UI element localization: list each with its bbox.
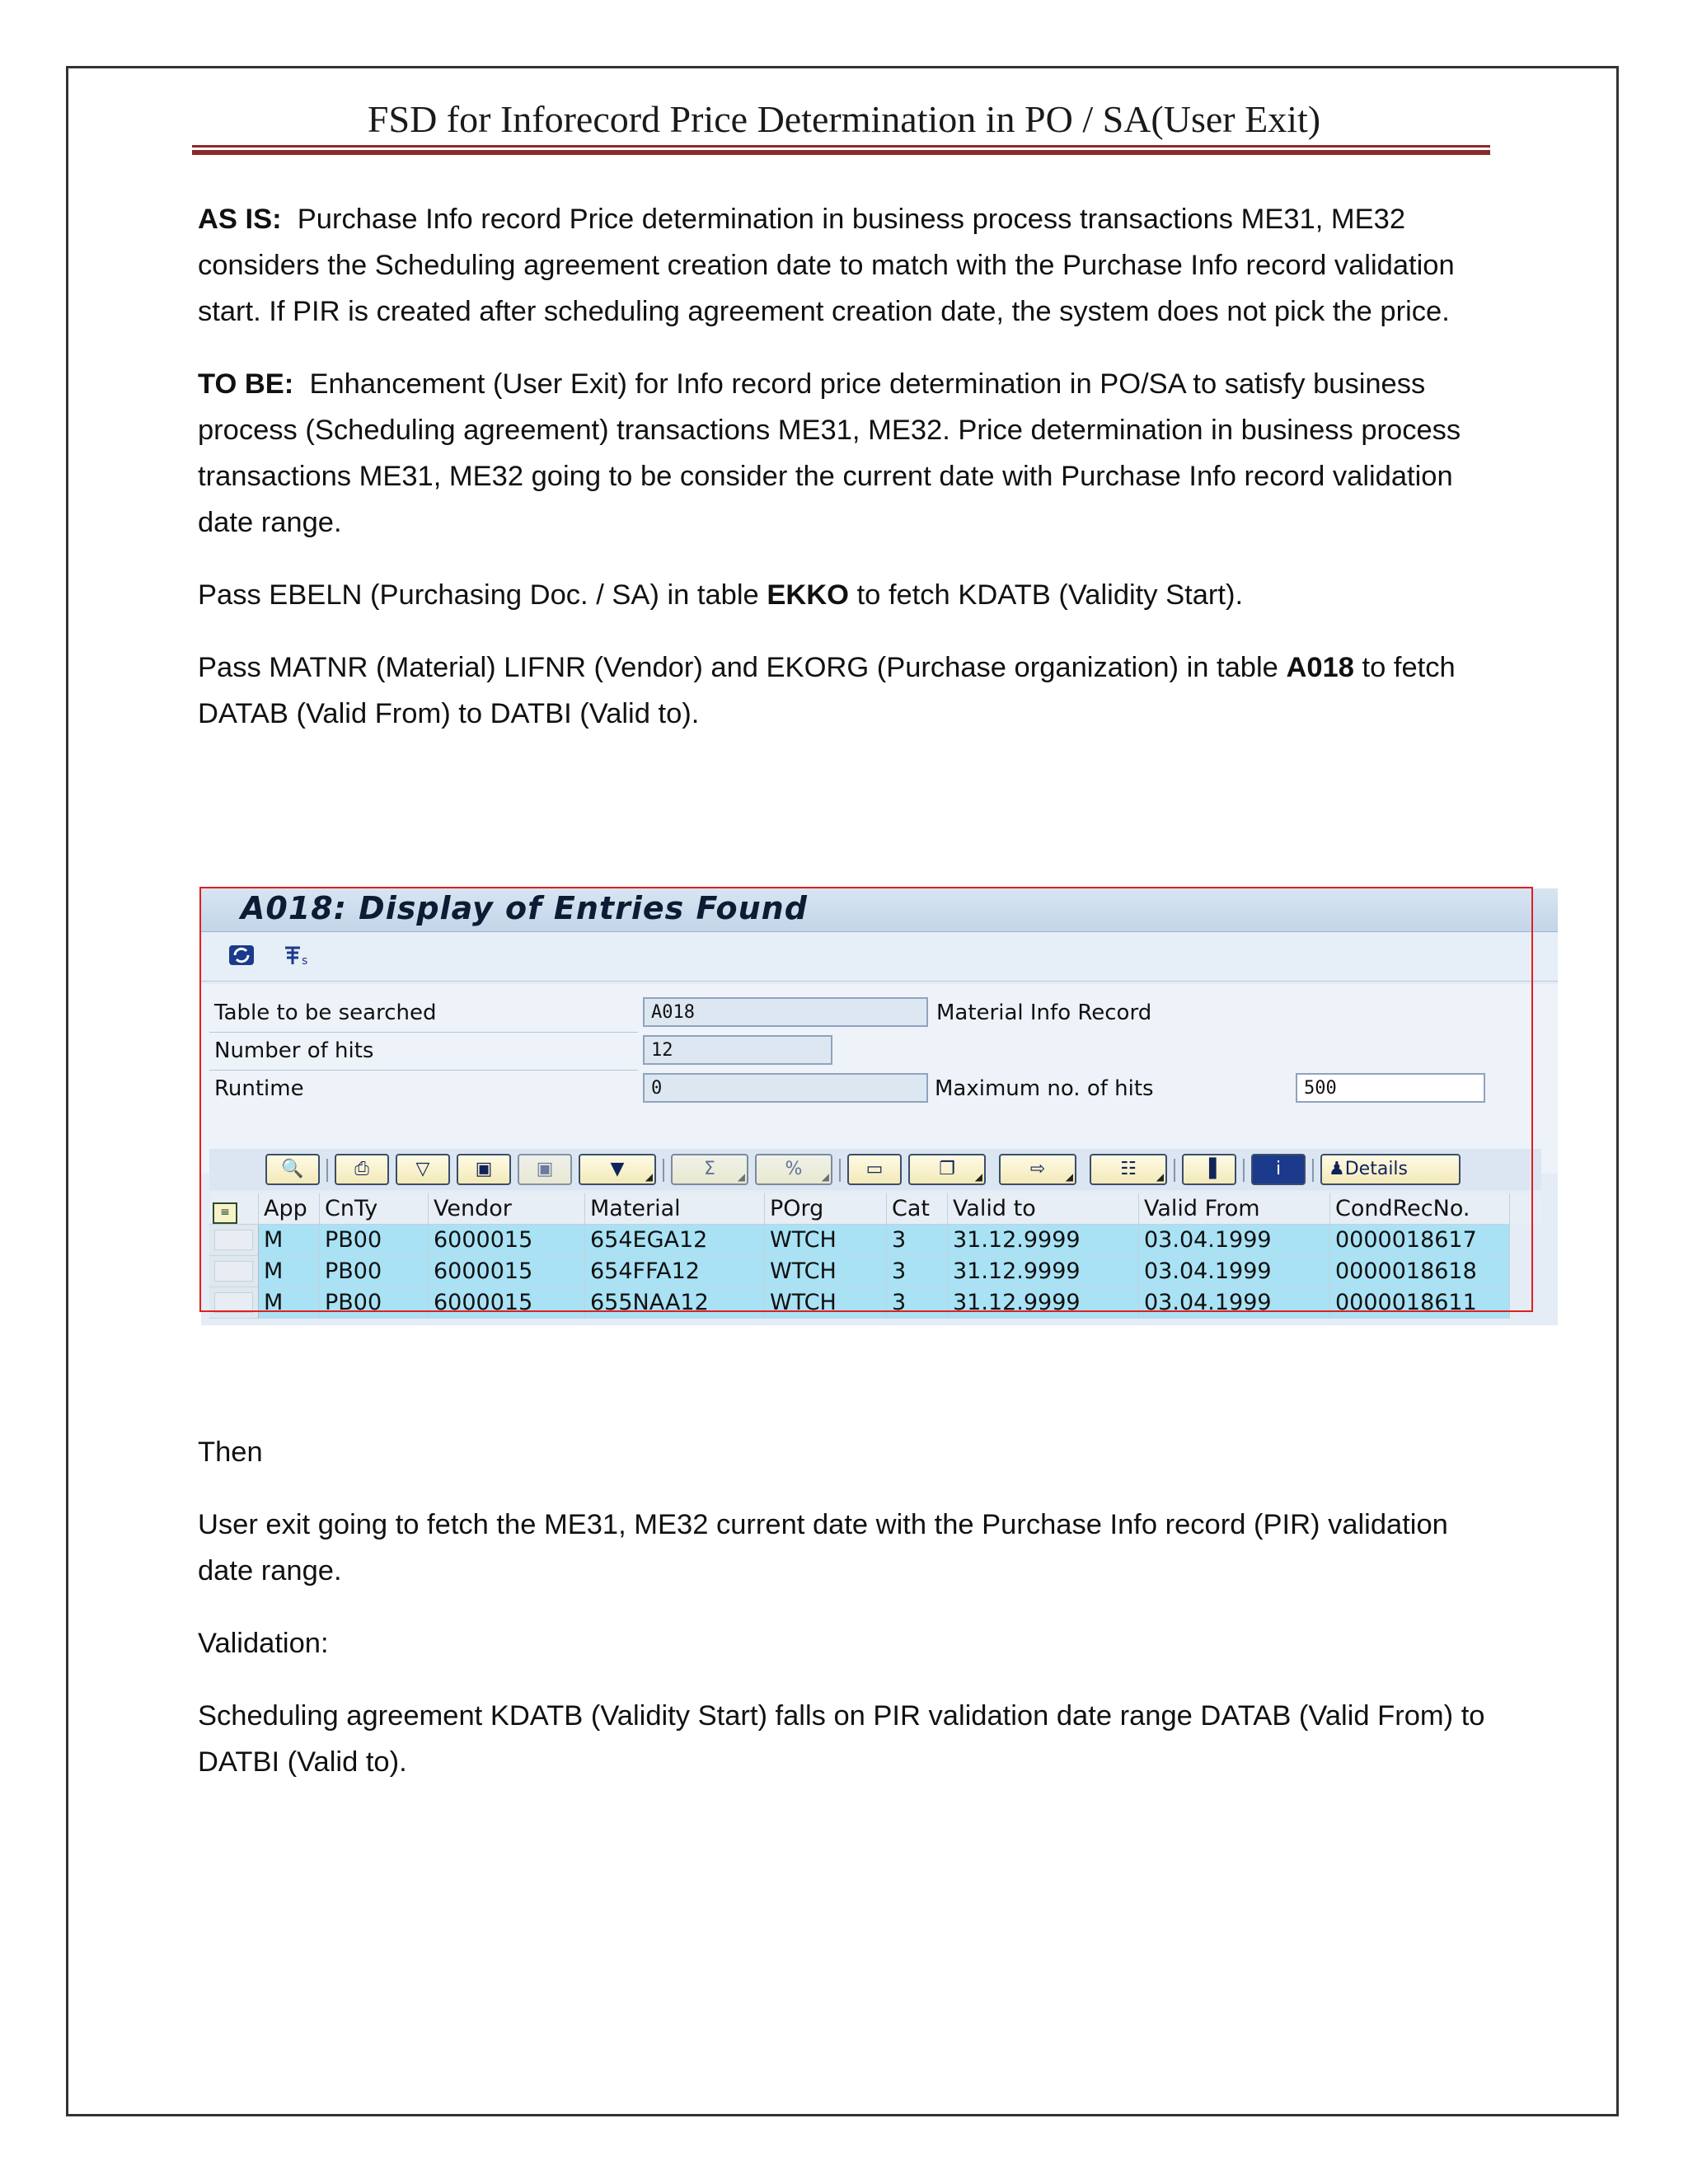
table-cell: 0000018611 xyxy=(1330,1287,1510,1319)
table-cell: 3 xyxy=(887,1256,948,1287)
table-cell: 03.04.1999 xyxy=(1139,1225,1330,1256)
local-file-icon[interactable]: ⇨ ◢ xyxy=(999,1154,1076,1185)
document-body xyxy=(198,196,1492,763)
ekko-text-1: Pass EBELN (Purchasing Doc. / SA) in table xyxy=(198,579,767,611)
column-header[interactable]: CondRecNo. xyxy=(1330,1193,1510,1225)
print-icon[interactable]: ⎙ xyxy=(335,1154,389,1185)
table-cell: 654EGA12 xyxy=(585,1225,765,1256)
table-cell: M xyxy=(259,1225,320,1256)
table-cell: 3 xyxy=(887,1225,948,1256)
svg-text:s: s xyxy=(302,954,308,968)
number-of-hits-field[interactable]: 12 xyxy=(643,1035,832,1065)
table-cell: PB00 xyxy=(320,1256,429,1287)
table-searched-field[interactable]: A018 xyxy=(643,997,928,1027)
table-cell: 654FFA12 xyxy=(585,1256,765,1287)
table-cell: M xyxy=(259,1287,320,1319)
table-cell: 31.12.9999 xyxy=(948,1287,1139,1319)
user-exit-paragraph: User exit going to fetch the ME31, ME32 current date with the Purchase Info record (PIR) validation date range. xyxy=(198,1509,1448,1586)
as-is-label: AS IS: xyxy=(198,204,282,235)
table-cell: 6000015 xyxy=(429,1256,585,1287)
table-cell: 3 xyxy=(887,1287,948,1319)
ekko-paragraph xyxy=(198,572,1492,618)
validation-paragraph: Scheduling agreement KDATB (Validity Start) falls on PIR validation date range DATAB (Valid From) to DATBI (Valid to). xyxy=(198,1700,1485,1778)
column-header[interactable]: Material xyxy=(585,1193,765,1225)
table-cell: 03.04.1999 xyxy=(1139,1256,1330,1287)
detail-icon[interactable]: 🔍 xyxy=(265,1154,320,1185)
table-cell: WTCH xyxy=(765,1287,887,1319)
table-cell: WTCH xyxy=(765,1225,887,1256)
table-cell: PB00 xyxy=(320,1287,429,1319)
find-next-icon[interactable]: ▣ xyxy=(518,1154,572,1185)
highlight-frame xyxy=(199,887,1533,1312)
column-header[interactable]: Valid to xyxy=(948,1193,1139,1225)
table-cell: PB00 xyxy=(320,1225,429,1256)
sap-screen-title: A018: Display of Entries Found xyxy=(241,890,808,926)
table-cell: 0000018618 xyxy=(1330,1256,1510,1287)
table-cell: 6000015 xyxy=(429,1225,585,1256)
document-body-lower xyxy=(198,1429,1492,1811)
graphic-icon[interactable]: ▐ xyxy=(1182,1154,1236,1185)
export-icon[interactable]: ❐ ◢ xyxy=(908,1154,986,1185)
table-cell: 03.04.1999 xyxy=(1139,1287,1330,1319)
sum-icon[interactable]: Σ ◢ xyxy=(671,1154,748,1185)
column-header[interactable]: CnTy xyxy=(320,1193,429,1225)
title-rule-thin xyxy=(192,145,1490,148)
subtotal-icon[interactable]: % ◢ xyxy=(755,1154,832,1185)
table-searched-label: Table to be searched xyxy=(214,1001,437,1025)
max-hits-field[interactable]: 500 xyxy=(1296,1073,1485,1103)
filter-icon[interactable]: ▽ xyxy=(396,1154,450,1185)
details-icon: ♟ xyxy=(1329,1159,1345,1179)
document-title: FSD for Inforecord Price Determination in PO / SA(User Exit) xyxy=(367,98,1321,140)
validation-label: Validation: xyxy=(198,1628,329,1659)
ekko-text-2: to fetch KDATB (Validity Start). xyxy=(849,579,1244,611)
number-of-hits-label: Number of hits xyxy=(214,1038,374,1063)
column-header[interactable]: App xyxy=(259,1193,320,1225)
as-is-text: Purchase Info record Price determination in business process transactions ME31, ME32 considers the Scheduling agreement creation date to match with the Purchase Info record validation start. If PIR is created after scheduling agreement creation date, the system does not pick the price. xyxy=(198,204,1455,327)
table-cell: 31.12.9999 xyxy=(948,1225,1139,1256)
ekko-table-name: EKKO xyxy=(767,579,849,611)
details-label: Details xyxy=(1344,1159,1409,1179)
to-be-paragraph xyxy=(198,361,1492,546)
set-filter-icon[interactable]: ▼ ◢ xyxy=(579,1154,656,1185)
table-cell: 6000015 xyxy=(429,1287,585,1319)
as-is-paragraph xyxy=(198,196,1492,335)
layout-icon[interactable]: ☷ ◢ xyxy=(1090,1154,1167,1185)
max-hits-label: Maximum no. of hits xyxy=(935,1076,1154,1101)
information-icon[interactable]: i xyxy=(1251,1154,1306,1185)
title-underline xyxy=(192,145,1490,155)
print-preview-icon[interactable]: ▭ xyxy=(847,1154,902,1185)
a018-paragraph xyxy=(198,644,1492,737)
column-header[interactable]: Valid From xyxy=(1139,1193,1330,1225)
column-header[interactable]: Cat xyxy=(887,1193,948,1225)
find-icon[interactable]: ▣ xyxy=(457,1154,511,1185)
to-be-label: TO BE: xyxy=(198,368,294,400)
select-all-icon: ≡ xyxy=(213,1202,237,1224)
table-cell: M xyxy=(259,1256,320,1287)
table-cell: 31.12.9999 xyxy=(948,1256,1139,1287)
column-header[interactable]: POrg xyxy=(765,1193,887,1225)
title-rule-thick xyxy=(192,150,1490,155)
runtime-label: Runtime xyxy=(214,1076,304,1101)
then-paragraph: Then xyxy=(198,1436,263,1468)
a018-table-name: A018 xyxy=(1286,652,1354,683)
runtime-field[interactable]: 0 xyxy=(643,1073,928,1103)
a018-text-2: to fetch DATAB (Valid From) to DATBI (Valid to). xyxy=(198,652,1456,729)
a018-text-1: Pass MATNR (Material) LIFNR (Vendor) and EKORG (Purchase organization) in table xyxy=(198,652,1287,683)
table-desc: Material Info Record xyxy=(936,1001,1152,1025)
table-cell: 655NAA12 xyxy=(585,1287,765,1319)
to-be-text: Enhancement (User Exit) for Info record price determination in PO/SA to satisfy business process (Scheduling agreement) transactions ME31, ME32. Price determination in business process transactions ME31, ME32 going to be consider the current date with Purchase Info record validation date range. xyxy=(198,368,1461,538)
table-cell: WTCH xyxy=(765,1256,887,1287)
column-header[interactable]: Vendor xyxy=(429,1193,585,1225)
table-cell: 0000018617 xyxy=(1330,1225,1510,1256)
